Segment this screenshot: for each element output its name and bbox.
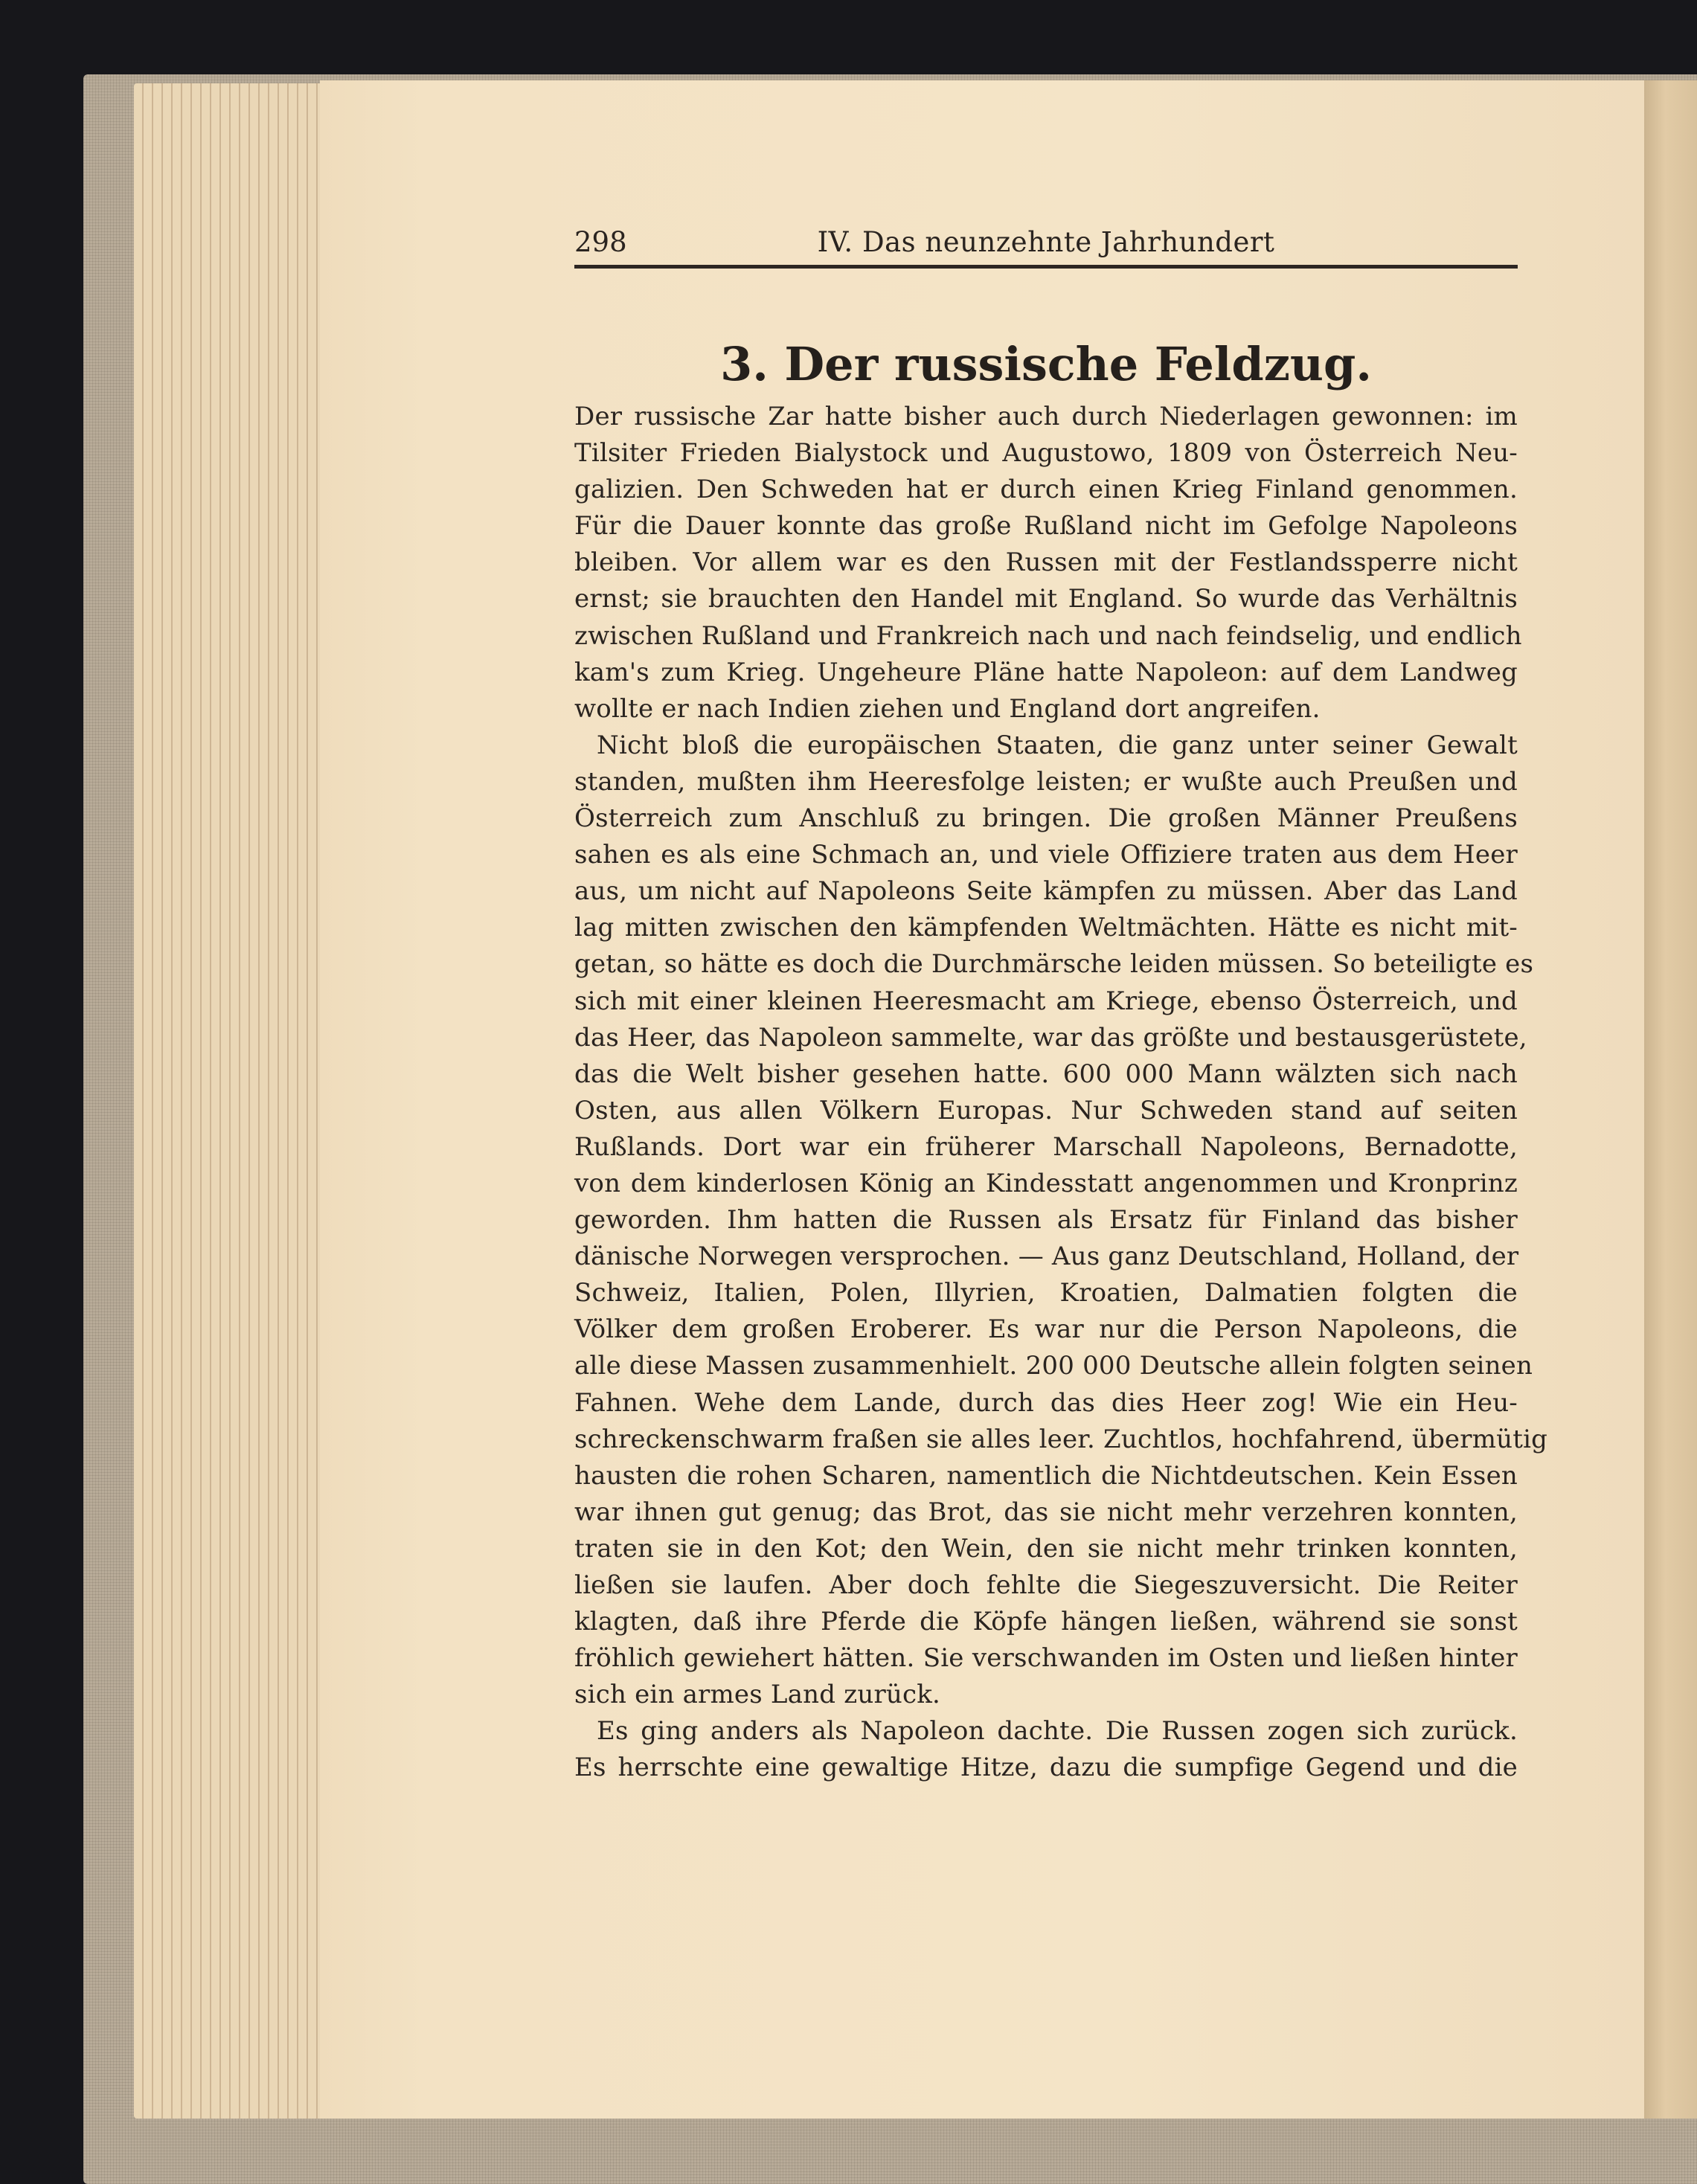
page-fold-shadow — [1644, 80, 1697, 2119]
text-line: standen, mußten ihm Heeresfolge leisten; er wußte auch Preußen und — [574, 766, 1518, 797]
text-line: Österreich zum Anschluß zu bringen. Die großen Männer Preußens — [574, 803, 1518, 834]
running-header — [574, 220, 1518, 265]
text-line: das die Welt bisher gesehen hatte. 600 000 Mann wälzten sich nach — [574, 1059, 1518, 1089]
text-line: Tilsiter Frieden Bialystock und Augustowo, 1809 von Österreich Neu- — [574, 438, 1518, 469]
text-line: Es ging anders als Napoleon dachte. Die Russen zogen sich zurück. — [597, 1716, 1518, 1747]
text-line: geworden. Ihm hatten die Russen als Ersatz für Finland das bisher — [574, 1205, 1518, 1236]
text-line: Fahnen. Wehe dem Lande, durch das dies Heer zog! Wie ein Heu- — [574, 1387, 1518, 1418]
text-line: Völker dem großen Eroberer. Es war nur die Person Napoleons, die — [574, 1314, 1518, 1345]
text-line: hausten die rohen Scharen, namentlich die Nichtdeutschen. Kein Essen — [574, 1460, 1518, 1491]
header-rule — [574, 265, 1518, 269]
text-line: aus, um nicht auf Napoleons Seite kämpfen zu müssen. Aber das Land — [574, 876, 1518, 907]
text-line: das Heer, das Napoleon sammelte, war das größte und bestausgerüstete, — [574, 1022, 1527, 1053]
text-line: Osten, aus allen Völkern Europas. Nur Schweden stand auf seiten — [574, 1095, 1518, 1125]
text-line: Rußlands. Dort war ein früherer Marschall Napoleons, Bernadotte, — [574, 1131, 1518, 1162]
text-line: lag mitten zwischen den kämpfenden Weltmächten. Hätte es nicht mit- — [574, 913, 1518, 943]
text-line: fröhlich gewiehert hätten. Sie verschwanden im Osten und ließen hinter — [574, 1643, 1518, 1674]
text-line: ließen sie laufen. Aber doch fehlte die Siegeszuversicht. Die Reiter — [574, 1570, 1518, 1600]
page-stack-edges — [134, 83, 350, 2119]
text-line: galizien. Den Schweden hat er durch einen Krieg Finland genommen. — [574, 475, 1518, 505]
text-line: bleiben. Vor allem war es den Russen mit der Festlandssperre nicht — [574, 547, 1518, 578]
text-line: wollte er nach Indien ziehen und England dort angreifen. — [574, 693, 1321, 724]
page-number: 298 — [574, 226, 627, 258]
text-line: kam's zum Krieg. Ungeheure Pläne hatte Napoleon: auf dem Landweg — [574, 657, 1518, 687]
text-line: sich mit einer kleinen Heeresmacht am Kriege, ebenso Österreich, und — [574, 986, 1518, 1016]
text-line: war ihnen gut genug; das Brot, das sie nicht mehr verzehren konnten, — [574, 1497, 1518, 1527]
text-line: Es herrschte eine gewaltige Hitze, dazu die sumpfige Gegend und die — [574, 1753, 1518, 1783]
text-line: Der russische Zar hatte bisher auch durch Niederlagen gewonnen: im — [574, 402, 1518, 431]
text-line: ernst; sie brauchten den Handel mit England. So wurde das Verhältnis — [574, 584, 1518, 614]
text-line: Schweiz, Italien, Polen, Illyrien, Kroatien, Dalmatien folgten die — [574, 1278, 1518, 1308]
text-line: alle diese Massen zusammenhielt. 200 000 Deutsche allein folgten seinen — [574, 1351, 1533, 1381]
text-line: getan, so hätte es doch die Durchmärsche leiden müssen. So beteiligte es — [574, 949, 1534, 980]
chapter-title: 3. Der russische Feldzug. — [720, 337, 1372, 391]
text-line: traten sie in den Kot; den Wein, den sie nicht mehr trinken konnten, — [574, 1533, 1518, 1564]
text-line: klagten, daß ihre Pferde die Köpfe hängen ließen, während sie sonst — [574, 1607, 1518, 1637]
text-line: sahen es als eine Schmach an, und viele Offiziere traten aus dem Heer — [574, 840, 1518, 870]
text-line: zwischen Rußland und Frankreich nach und nach feindselig, und endlich — [574, 620, 1522, 651]
text-line: sich ein armes Land zurück. — [574, 1680, 941, 1710]
text-line: von dem kinderlosen König an Kindesstatt angenommen und Kronprinz — [574, 1168, 1518, 1198]
text-line: Für die Dauer konnte das große Rußland nicht im Gefolge Napoleons — [574, 511, 1518, 542]
text-line: dänische Norwegen versprochen. — Aus ganz Deutschland, Holland, der — [574, 1242, 1519, 1272]
text-line: Nicht bloß die europäischen Staaten, die ganz unter seiner Gewalt — [597, 730, 1518, 760]
running-title: IV. Das neunzehnte Jahrhundert — [817, 226, 1275, 258]
body-text — [574, 399, 1548, 1787]
text-line: schreckenschwarm fraßen sie alles leer. Zuchtlos, hochfahrend, übermütig — [574, 1424, 1548, 1454]
